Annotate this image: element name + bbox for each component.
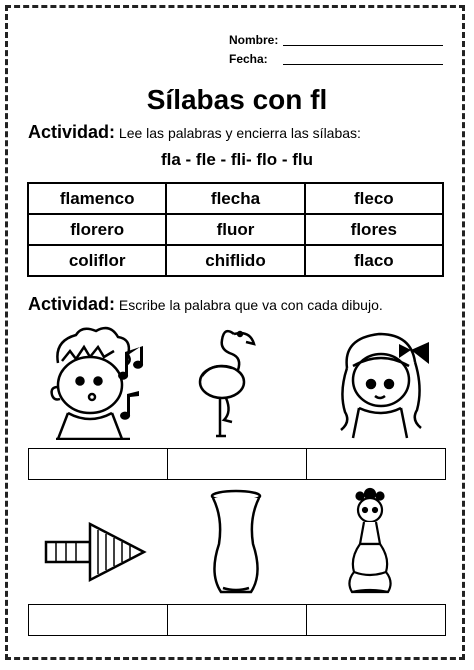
activity-2-label: Actividad:	[28, 294, 116, 314]
answer-boxes-row-2	[28, 604, 446, 636]
arrow-icon	[42, 520, 150, 584]
whistling-boy-icon	[40, 325, 160, 440]
word-cell[interactable]: flores	[305, 214, 443, 245]
flamingo-icon	[188, 320, 268, 440]
word-cell[interactable]: fleco	[305, 183, 443, 214]
word-cell[interactable]: flecha	[166, 183, 304, 214]
name-line[interactable]	[283, 45, 443, 46]
word-cell[interactable]: flamenco	[28, 183, 166, 214]
activity-2-instruction: Escribe la palabra que va con cada dibujo.	[118, 297, 383, 313]
activity-1	[28, 122, 361, 143]
answer-box[interactable]	[168, 605, 307, 635]
page-title: Sílabas con fl	[146, 84, 328, 115]
answer-boxes-row-1	[28, 448, 446, 480]
word-cell[interactable]: chiflido	[166, 245, 304, 276]
word-cell[interactable]: fluor	[166, 214, 304, 245]
syllable-list: fla - fle - fli- flo - flu	[160, 150, 314, 169]
answer-box[interactable]	[307, 449, 445, 479]
activity-2	[28, 294, 383, 315]
answer-box[interactable]	[168, 449, 307, 479]
activity-1-instruction: Lee las palabras y encierra las sílabas:	[118, 125, 361, 141]
answer-box[interactable]	[29, 449, 168, 479]
answer-box[interactable]	[29, 605, 168, 635]
word-cell[interactable]: flaco	[305, 245, 443, 276]
date-line[interactable]	[283, 64, 443, 65]
word-table	[27, 182, 444, 277]
date-label: Fecha:	[229, 52, 268, 66]
vase-icon	[205, 488, 267, 598]
girl-with-bow-icon	[325, 328, 440, 440]
name-label: Nombre:	[229, 33, 279, 47]
answer-box[interactable]	[307, 605, 445, 635]
word-cell[interactable]: coliflor	[28, 245, 166, 276]
activity-1-label: Actividad:	[28, 122, 116, 142]
word-cell[interactable]: florero	[28, 214, 166, 245]
flamenco-dancer-icon	[338, 486, 402, 600]
